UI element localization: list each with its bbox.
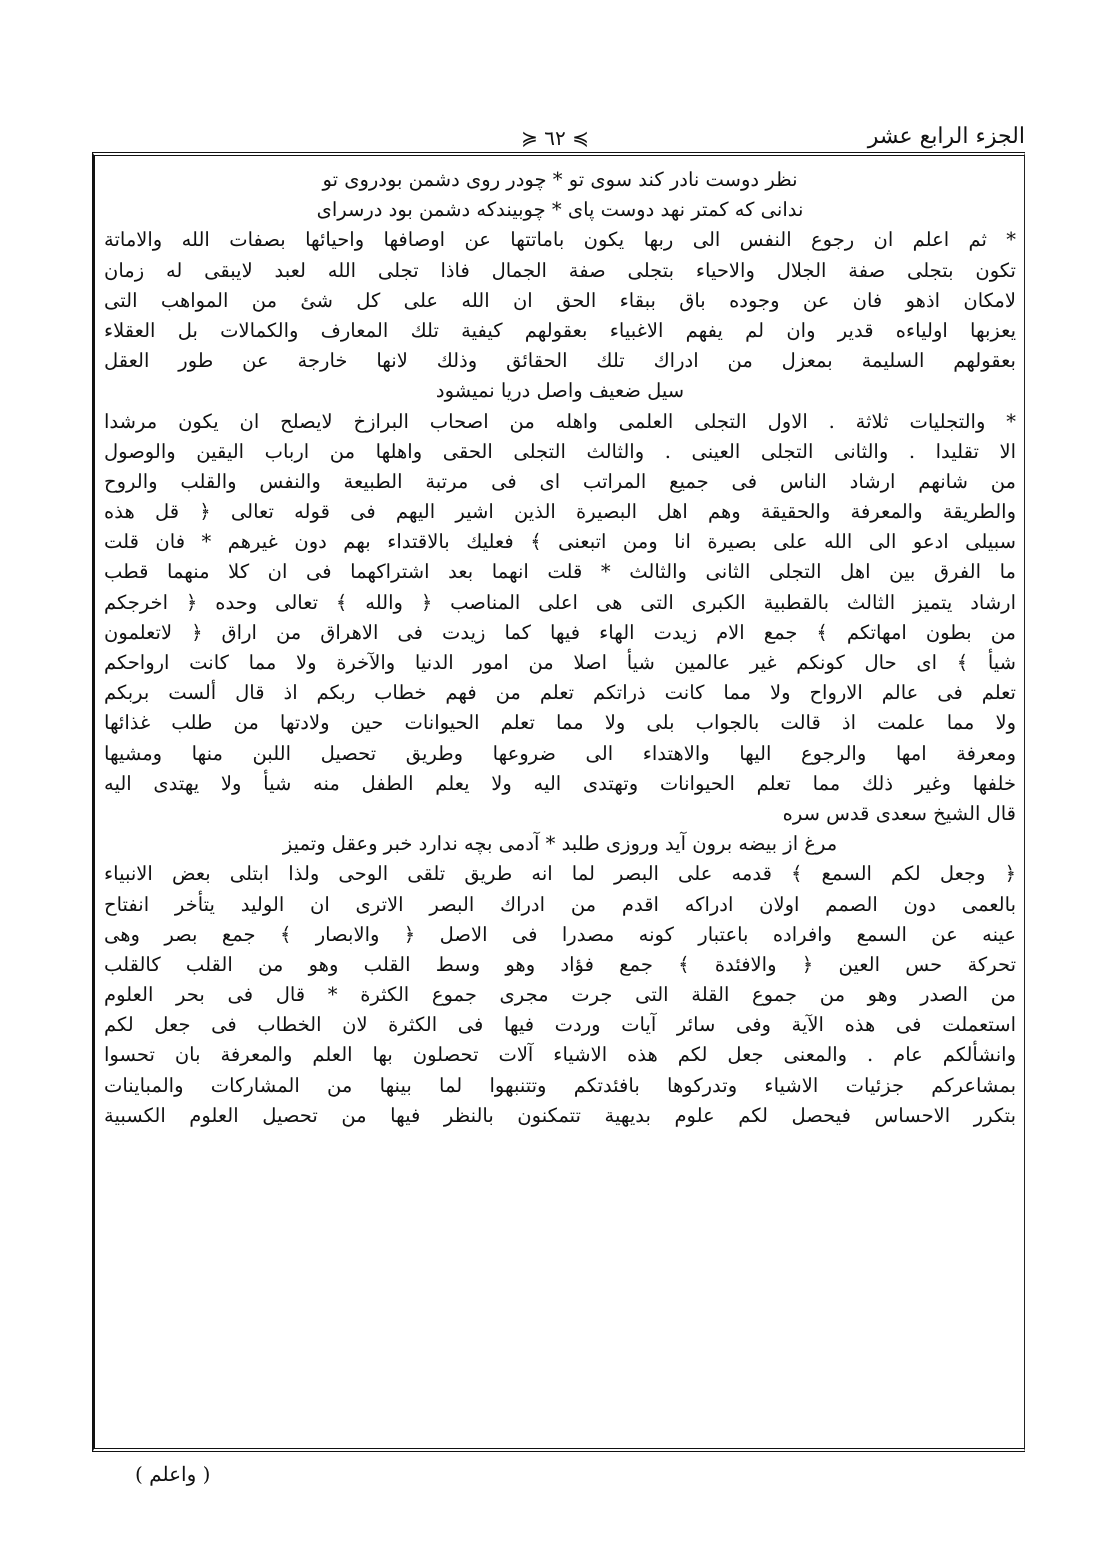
- text-line: * والتجليات ثلاثة . الاول التجلى العلمى واهله من اصحاب البرازخ لايصلح ان يكون مرشدا: [104, 409, 1016, 433]
- text-line: الا تقليدا . والثانى التجلى العينى . والثالث التجلى الحقى واهلها من ارباب اليقين والوصول: [104, 439, 1016, 463]
- text-line: نظر دوست نادر كند سوى تو * چودر روى دشمن بودروى تو: [322, 168, 798, 191]
- text-line: ولا مما علمت اذ قالت بالجواب بلى ولا مما تعلم الحيوانات حين ولادتها من طلب غذائها: [104, 711, 1016, 735]
- text-line: ارشاد يتميز الثالث بالقطبية الكبرى التى هى اعلى المناصب ﴿ والله ﴾ تعالى وحده ﴿ اخرجكم: [104, 590, 1016, 614]
- text-line: بعقولهم السليمة بمعزل من ادراك تلك الحقائق وذلك لانها خارجة عن طور العقل: [104, 349, 1016, 373]
- catchword: ( واعلم ): [135, 1462, 211, 1486]
- text-line: من شانهم ارشاد الناس فى جميع المراتب اى فى مرتبة الطبيعة والنفس والقلب والروح: [104, 469, 1016, 493]
- text-line: وانشألكم عام . والمعنى جعل لكم هذه الاشياء آلات تحصلون بها العلم والمعرفة بان تحسوا: [104, 1043, 1016, 1067]
- text-block: [104, 165, 1016, 1450]
- text-line: * ثم اعلم ان رجوع النفس الى ربها يكون باماتتها عن اوصافها واحيائها بصفات الله والاماتة: [104, 228, 1016, 252]
- text-line: استعملت فى هذه الآية وفى سائر آيات وردت فيها فى الكثرة لان الخطاب فى جعل لكم: [104, 1013, 1016, 1037]
- text-line: تحركة حس العين ﴿ والافئدة ﴾ جمع فؤاد وهو وسط القلب وهو من القلب كالقلب: [104, 952, 1016, 976]
- text-line: بالعمى دون الصمم اولان ادراكه اقدم من ادراك البصر الاترى ان الوليد يتأخر انفتاح: [104, 892, 1016, 916]
- text-line: بتكرر الاحساس فيحصل لكم علوم بديهية تتمكنون بالنظر فيها من تحصيل العلوم الكسبية: [104, 1103, 1016, 1127]
- text-line: قال الشيخ سعدى قدس سره: [782, 801, 1016, 825]
- text-line: مرغ از بيضه برون آيد وروزى طلبد * آدمى بچه ندارد خبر وعقل وتميز: [282, 832, 838, 856]
- text-line: بمشاعركم جزئيات الاشياء وتدركوها بافئدتكم وتتنبهوا لما بينها من المشاركات والمباينات: [104, 1073, 1016, 1097]
- text-line: تعلم فى عالم الارواح ولا مما كانت ذراتكم تعلم من فهم خطاب ربكم اذ قال ألست بربكم: [104, 681, 1016, 705]
- text-line: سبيلى ادعو الى الله على بصيرة انا ومن اتبعنى ﴾ فعليك بالاقتداء بهم دون غيرهم * فان قلت: [104, 530, 1016, 554]
- text-line: ﴿ وجعل لكم السمع ﴾ قدمه على البصر لما انه طريق تلقى الوحى ولذا ابتلى بعض الانبياء: [104, 862, 1016, 886]
- text-line: من الصدر وهو من جموع القلة التى جرت مجرى جموع الكثرة * قال فى بحر العلوم: [104, 983, 1016, 1007]
- page-number: ≽ ٦٢ ≼: [521, 126, 589, 150]
- text-line: شيأ ﴾ اى حال كونكم غير عالمين شيأ اصلا من امور الدنيا والآخرة ولا مما كانت ارواحكم: [104, 651, 1016, 674]
- text-line: خلفها وغير ذلك مما تعلم الحيوانات وتهتدى اليه ولا يعلم الطفل منه شيأ ولا يهتدى اليه: [104, 771, 1016, 795]
- text-line: لامكان اذهو فان عن وجوده باق ببقاء الحق ان الله على كل شئ من المواهب التى: [104, 288, 1016, 312]
- text-line: والطريقة والمعرفة والحقيقة وهم اهل البصيرة الذين اشير اليهم فى قوله تعالى ﴿ قل هذه: [104, 500, 1016, 524]
- text-line: ومعرفة امها والرجوع اليها والاهتداء الى ضروعها وطريق تحصيل اللبن منها ومشيها: [104, 741, 1016, 765]
- text-line: يعزبها اولياءه قدير وان لم يفهم الاغبياء بعقولهم كيفية تلك المعارف والكمالات بل العقلاء: [104, 318, 1016, 342]
- text-line: عينه عن السمع وافراده باعتبار كونه مصدرا فى الاصل ﴿ والابصار ﴾ جمع بصر وهى: [104, 922, 1016, 946]
- text-line: ندانى كه كمتر نهد دوست پاى * چوبيندكه دشمن بود درسراى: [316, 198, 804, 222]
- running-title: الجزء الرابع عشر: [867, 124, 1025, 149]
- text-line: سيل ضعيف واصل دريا نميشود: [435, 379, 685, 403]
- text-line: ما الفرق بين اهل التجلى الثانى والثالث * قلت انهما بعد اشتراكهما فى ان كلا منهما قطب: [104, 560, 1016, 584]
- text-line: من بطون امهاتكم ﴾ جمع الام زيدت الهاء فيها كما زيدت فى الاهراق من اراق ﴿ لاتعلمون: [104, 620, 1016, 644]
- text-line: تكون بتجلى صفة الجلال والاحياء بتجلى صفة الجمال فاذا تجلى الله لعبد لايبقى له زمان: [104, 258, 1016, 282]
